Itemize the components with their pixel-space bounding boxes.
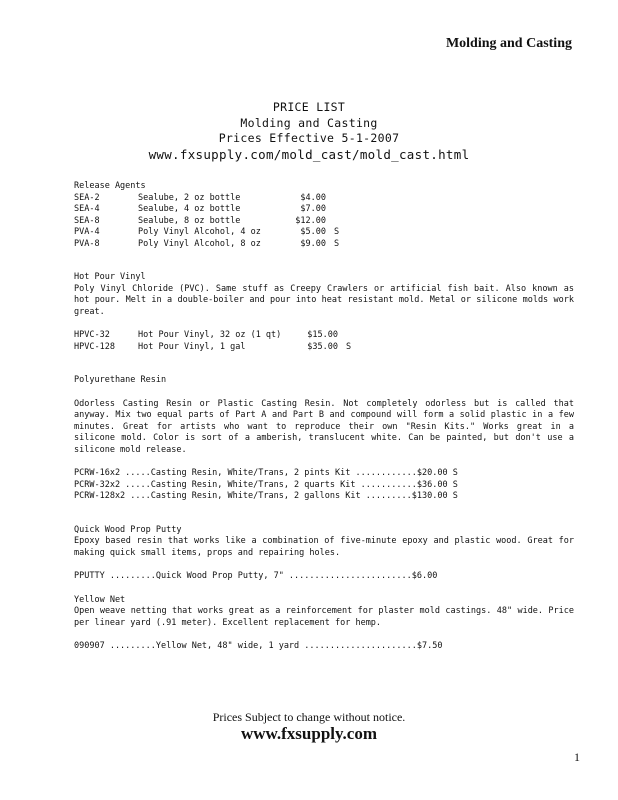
price-row (74, 216, 574, 228)
item-code: PVA-8 (74, 238, 100, 249)
yellow-net-section (74, 595, 574, 653)
section-description: Poly Vinyl Chloride (PVC). Same stuff as Creepy Crawlers or artificial fish bait. Also known as hot pour. Melt in a double-boiler and pour into heat resistant mold. Metal or silicone molds work great. (74, 283, 574, 317)
item-price: $7.00 (300, 204, 326, 214)
price-row (74, 204, 574, 216)
item-price: $12.00 (295, 215, 326, 226)
item-price: $5.00 (300, 227, 326, 237)
section-description: Epoxy based resin that works like a combination of five-minute epoxy and plastic wood. Great for making quick small items, props and repairing holes. (74, 536, 574, 558)
price-row (74, 239, 574, 251)
item-code: HPVC-32 (74, 330, 110, 340)
item-flag (326, 193, 364, 205)
price-row (74, 330, 574, 342)
item-desc: Sealube, 4 oz bottle (138, 204, 241, 214)
item-desc: Hot Pour Vinyl, 1 gal (138, 341, 246, 352)
content (74, 181, 574, 653)
price-row: 090907 .........Yellow Net, 48" wide, 1 yard ......................$7.50 (74, 641, 443, 651)
polyurethane-section (74, 375, 574, 503)
price-row (74, 227, 574, 239)
item-code: HPVC-128 (74, 341, 115, 352)
title-url: www.fxsupply.com/mold_cast/mold_cast.html (148, 146, 470, 162)
item-flag: S (334, 227, 340, 237)
section-title: Quick Wood Prop Putty (74, 524, 182, 535)
section-title: Polyurethane Resin (74, 375, 167, 385)
item-code: SEA-8 (74, 215, 100, 226)
title-block (0, 100, 618, 162)
title-line-1: PRICE LIST (272, 100, 346, 114)
item-code: SEA-4 (74, 204, 100, 214)
price-row: PPUTTY .........Quick Wood Prop Putty, 7" ........................$6.00 (74, 571, 438, 581)
section-title: Yellow Net (74, 594, 126, 605)
section-title: Hot Pour Vinyl (74, 272, 146, 282)
item-flag (338, 330, 376, 342)
putty-section (74, 525, 574, 583)
item-flag: S (346, 341, 352, 352)
item-price: $4.00 (300, 192, 326, 203)
footer-notice: Prices Subject to change without notice. (212, 710, 406, 724)
price-row: PCRW-16x2 .....Casting Resin, White/Trans, 2 pints Kit ............$20.00 S (74, 468, 458, 478)
section-description: Open weave netting that works great as a reinforcement for plaster mold castings. 48" wide. Price per linear yard (.91 meter). Excellent replacement for hemp. (74, 606, 574, 628)
page-header: Molding and Casting (445, 36, 572, 51)
footer-site: www.fxsupply.com (240, 724, 378, 743)
item-desc: Hot Pour Vinyl, 32 oz (1 qt) (138, 330, 282, 340)
item-price: $15.00 (307, 330, 338, 340)
section-description: Odorless Casting Resin or Plastic Casting Resin. Not completely odorless but is called that anyway. Mix two equal parts of Part A and Part B and compound will form a solid plastic in a few minutes. Great for artists who want to reproduce their own "Resin Kits." Works great in a silicone mold. Color is sort of a amberish, translucent white. Can be painted, but don't use a silicone mold release. (74, 398, 574, 455)
item-flag (326, 204, 364, 216)
item-code: PVA-4 (74, 227, 100, 237)
hot-pour-section (74, 272, 574, 353)
item-desc: Sealube, 8 oz bottle (138, 215, 241, 226)
item-flag: S (334, 238, 340, 249)
title-line-2: Molding and Casting (240, 115, 378, 130)
page-number: 1 (574, 750, 580, 764)
price-row (74, 193, 574, 205)
item-price: $9.00 (300, 238, 326, 249)
price-row: PCRW-128x2 ....Casting Resin, White/Trans, 2 gallons Kit .........$130.00 S (74, 491, 458, 501)
item-price: $35.00 (307, 341, 338, 352)
price-row: PCRW-32x2 .....Casting Resin, White/Trans, 2 quarts Kit ...........$36.00 S (74, 479, 458, 490)
title-line-3: Prices Effective 5-1-2007 (218, 131, 400, 145)
item-desc: Sealube, 2 oz bottle (138, 192, 241, 203)
item-flag (326, 216, 364, 228)
item-desc: Poly Vinyl Alcohol, 4 oz (138, 227, 261, 237)
price-row (74, 342, 574, 354)
item-code: SEA-2 (74, 192, 100, 203)
item-desc: Poly Vinyl Alcohol, 8 oz (138, 238, 261, 249)
section-title: Release Agents (74, 181, 146, 191)
release-agents-section (74, 181, 574, 250)
